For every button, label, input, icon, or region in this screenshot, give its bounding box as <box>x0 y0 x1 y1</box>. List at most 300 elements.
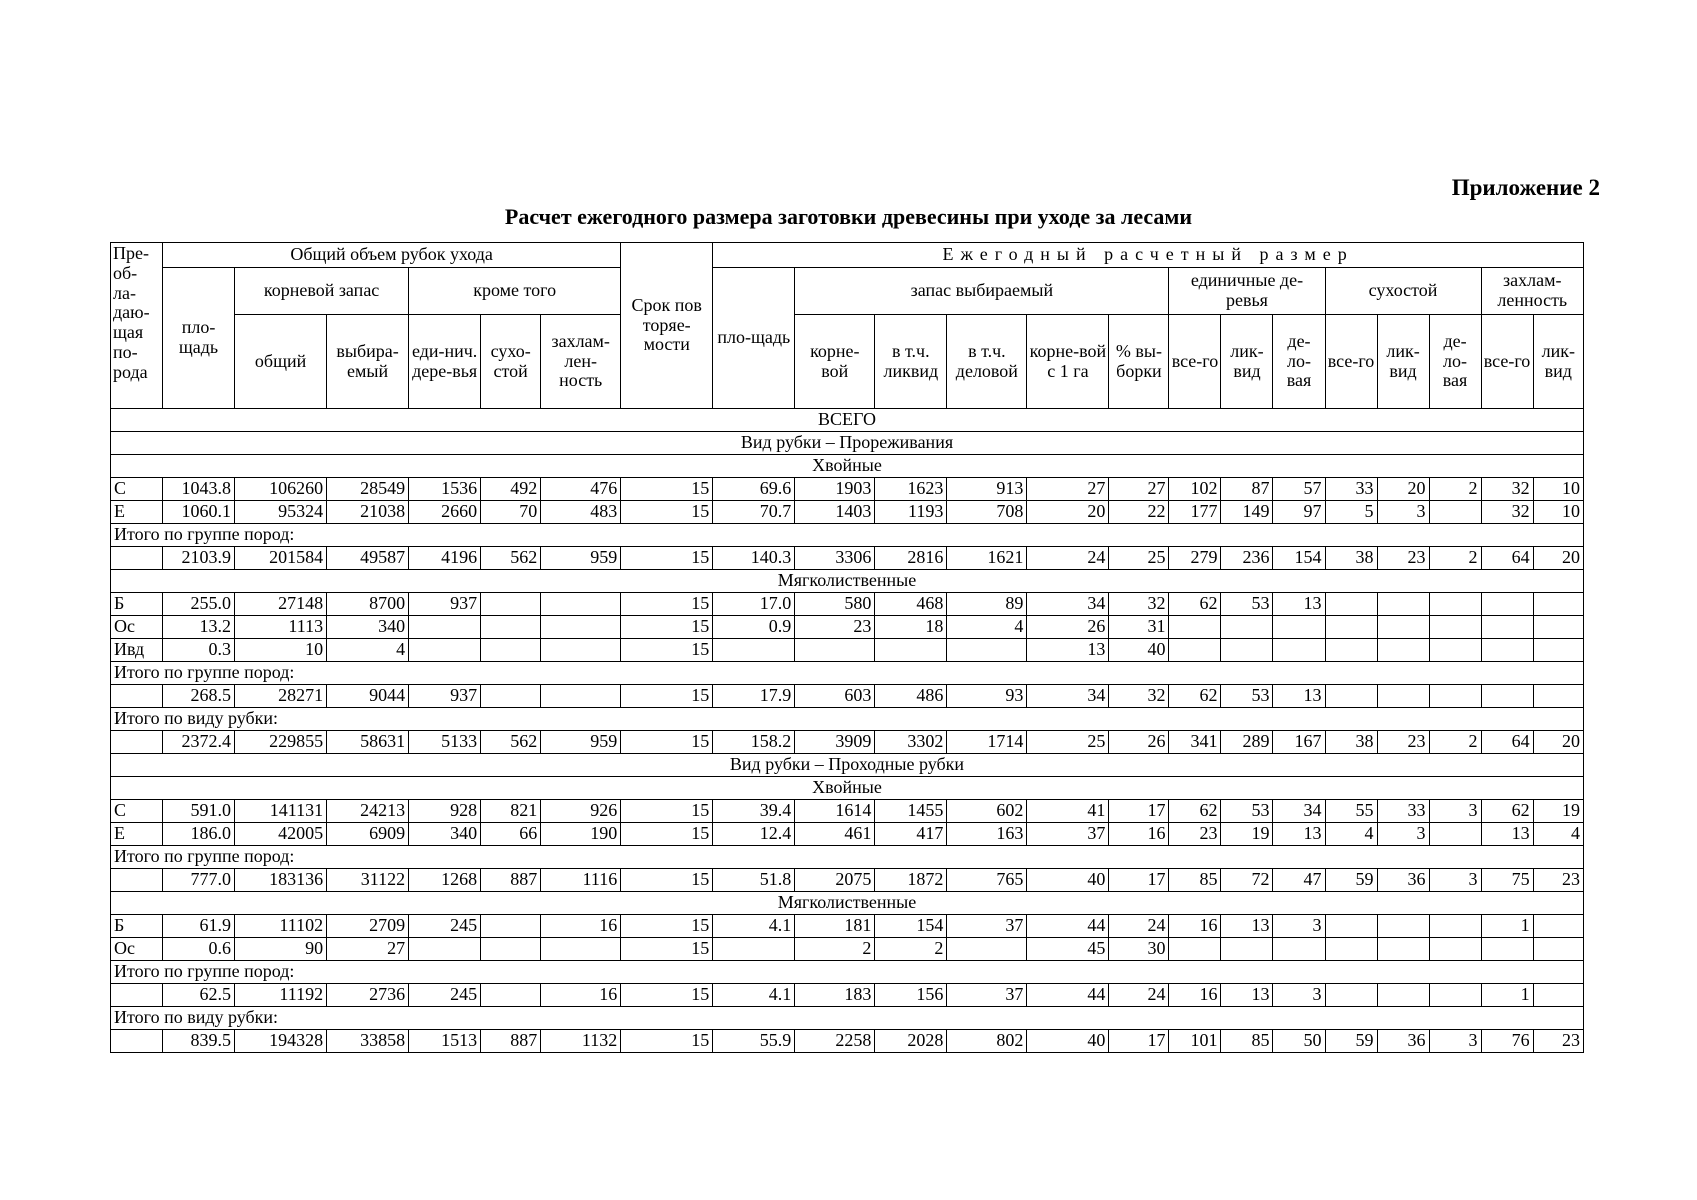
header-species: Пре-об-ла-даю-щая по-рода <box>111 243 163 409</box>
value-cell: 13 <box>1273 823 1325 846</box>
table-row <box>111 1030 1584 1053</box>
value-cell: 85 <box>1221 1030 1273 1053</box>
value-cell: 15 <box>621 639 713 662</box>
value-cell: 15 <box>621 731 713 754</box>
value-cell: 24213 <box>327 800 409 823</box>
value-cell: 1116 <box>541 869 621 892</box>
value-cell: 37 <box>947 915 1027 938</box>
header-dead-wood-annual: сухостой <box>1325 268 1481 315</box>
value-cell <box>1221 938 1273 961</box>
value-cell: 62 <box>1481 800 1533 823</box>
value-cell: 580 <box>795 593 875 616</box>
value-cell: 23 <box>1169 823 1221 846</box>
value-cell <box>1429 501 1481 524</box>
value-cell: 32 <box>1481 501 1533 524</box>
value-cell <box>1169 639 1221 662</box>
value-cell <box>1377 915 1429 938</box>
value-cell <box>1377 593 1429 616</box>
value-cell: 777.0 <box>163 869 235 892</box>
value-cell: 1903 <box>795 478 875 501</box>
value-cell: 2 <box>875 938 947 961</box>
appendix-label: Приложение 2 <box>1451 175 1600 200</box>
value-cell <box>1169 616 1221 639</box>
section-heading: Вид рубки – Прореживания <box>111 432 1584 455</box>
header-annual-size: Ежегодный расчетный размер <box>713 243 1584 268</box>
value-cell <box>1429 823 1481 846</box>
value-cell <box>1429 938 1481 961</box>
value-cell: 201584 <box>235 547 327 570</box>
value-cell: 34 <box>1027 593 1109 616</box>
value-cell <box>1533 984 1583 1007</box>
value-cell: 25 <box>1027 731 1109 754</box>
value-cell <box>409 616 481 639</box>
value-cell: 0.6 <box>163 938 235 961</box>
section-heading: Хвойные <box>111 455 1584 478</box>
value-cell: 1614 <box>795 800 875 823</box>
header-root-total: общий <box>235 315 327 409</box>
value-cell: 18 <box>875 616 947 639</box>
value-cell: 70 <box>481 501 541 524</box>
value-cell: 70.7 <box>713 501 795 524</box>
value-cell <box>1533 938 1583 961</box>
value-cell: 4 <box>327 639 409 662</box>
section-heading: Вид рубки – Проходные рубки <box>111 754 1584 777</box>
value-cell: 602 <box>947 800 1027 823</box>
value-cell: 15 <box>621 616 713 639</box>
section-row <box>111 892 1584 915</box>
value-cell: 102 <box>1169 478 1221 501</box>
value-cell <box>1429 639 1481 662</box>
species-cell <box>111 731 163 754</box>
value-cell: 69.6 <box>713 478 795 501</box>
value-cell: 75 <box>1481 869 1533 892</box>
table-row <box>111 731 1584 754</box>
value-cell: 13.2 <box>163 616 235 639</box>
value-cell: 486 <box>875 685 947 708</box>
value-cell: 1060.1 <box>163 501 235 524</box>
value-cell: 340 <box>327 616 409 639</box>
value-cell: 1536 <box>409 478 481 501</box>
section-row <box>111 455 1584 478</box>
value-cell: 62 <box>1169 800 1221 823</box>
value-cell: 36 <box>1377 869 1429 892</box>
value-cell: 23 <box>1377 547 1429 570</box>
value-cell: 50 <box>1273 1030 1325 1053</box>
section-row <box>111 432 1584 455</box>
value-cell: 468 <box>875 593 947 616</box>
species-cell <box>111 869 163 892</box>
value-cell: 36 <box>1377 1030 1429 1053</box>
value-cell: 13 <box>1221 984 1273 1007</box>
value-cell <box>1533 593 1583 616</box>
header-root-selected: выбира-емый <box>327 315 409 409</box>
value-cell: 1268 <box>409 869 481 892</box>
value-cell <box>1429 685 1481 708</box>
value-cell: 13 <box>1481 823 1533 846</box>
value-cell: 821 <box>481 800 541 823</box>
value-cell: 53 <box>1221 685 1273 708</box>
value-cell: 887 <box>481 1030 541 1053</box>
value-cell: 16 <box>541 984 621 1007</box>
value-cell: 31 <box>1109 616 1169 639</box>
header-single-trees: еди-нич. дере-вья <box>409 315 481 409</box>
value-cell: 22 <box>1109 501 1169 524</box>
value-cell: 937 <box>409 685 481 708</box>
value-cell <box>541 938 621 961</box>
value-cell: 13 <box>1027 639 1109 662</box>
value-cell: 1513 <box>409 1030 481 1053</box>
value-cell: 4196 <box>409 547 481 570</box>
value-cell: 32 <box>1109 593 1169 616</box>
value-cell: 34 <box>1027 685 1109 708</box>
value-cell: 55 <box>1325 800 1377 823</box>
value-cell <box>1325 616 1377 639</box>
value-cell: 603 <box>795 685 875 708</box>
value-cell: 64 <box>1481 731 1533 754</box>
value-cell: 97 <box>1273 501 1325 524</box>
table-row <box>111 823 1584 846</box>
value-cell: 40 <box>1027 869 1109 892</box>
value-cell: 476 <box>541 478 621 501</box>
value-cell: 289 <box>1221 731 1273 754</box>
value-cell <box>481 915 541 938</box>
value-cell: 16 <box>1169 915 1221 938</box>
value-cell: 1043.8 <box>163 478 235 501</box>
value-cell: 1193 <box>875 501 947 524</box>
value-cell: 2103.9 <box>163 547 235 570</box>
value-cell: 141131 <box>235 800 327 823</box>
value-cell: 802 <box>947 1030 1027 1053</box>
value-cell: 95324 <box>235 501 327 524</box>
value-cell <box>1325 984 1377 1007</box>
value-cell <box>1533 639 1583 662</box>
value-cell: 417 <box>875 823 947 846</box>
value-cell <box>1377 685 1429 708</box>
value-cell: 53 <box>1221 593 1273 616</box>
table-row <box>111 685 1584 708</box>
header-besides: кроме того <box>409 268 621 315</box>
value-cell: 24 <box>1109 915 1169 938</box>
value-cell: 2 <box>1429 731 1481 754</box>
value-cell: 19 <box>1221 823 1273 846</box>
value-cell: 2028 <box>875 1030 947 1053</box>
species-cell <box>111 685 163 708</box>
value-cell: 15 <box>621 593 713 616</box>
value-cell: 59 <box>1325 869 1377 892</box>
header-pct-selection: % вы-борки <box>1109 315 1169 409</box>
value-cell: 154 <box>1273 547 1325 570</box>
value-cell: 76 <box>1481 1030 1533 1053</box>
value-cell: 140.3 <box>713 547 795 570</box>
value-cell <box>1325 639 1377 662</box>
value-cell <box>1377 938 1429 961</box>
table-row <box>111 547 1584 570</box>
value-cell: 32 <box>1109 685 1169 708</box>
value-cell <box>1377 984 1429 1007</box>
table-row <box>111 639 1584 662</box>
species-cell <box>111 547 163 570</box>
value-cell: 959 <box>541 547 621 570</box>
value-cell <box>1377 639 1429 662</box>
value-cell: 62 <box>1169 593 1221 616</box>
value-cell: 8700 <box>327 593 409 616</box>
value-cell: 1403 <box>795 501 875 524</box>
value-cell: 3 <box>1273 915 1325 938</box>
value-cell: 10 <box>235 639 327 662</box>
value-cell: 19 <box>1533 800 1583 823</box>
header-stock-selected: запас выбираемый <box>795 268 1169 315</box>
header-dead-all: все-го <box>1325 315 1377 409</box>
value-cell <box>1273 616 1325 639</box>
value-cell: 2258 <box>795 1030 875 1053</box>
value-cell: 3 <box>1429 1030 1481 1053</box>
value-cell: 177 <box>1169 501 1221 524</box>
value-cell <box>481 593 541 616</box>
value-cell <box>1221 639 1273 662</box>
value-cell: 3909 <box>795 731 875 754</box>
value-cell: 163 <box>947 823 1027 846</box>
table-row <box>111 501 1584 524</box>
value-cell: 3306 <box>795 547 875 570</box>
value-cell: 59 <box>1325 1030 1377 1053</box>
value-cell: 167 <box>1273 731 1325 754</box>
value-cell: 15 <box>621 547 713 570</box>
value-cell <box>1325 938 1377 961</box>
header-dead-wood: сухо-стой <box>481 315 541 409</box>
value-cell: 20 <box>1533 547 1583 570</box>
value-cell <box>481 984 541 1007</box>
value-cell: 62 <box>1169 685 1221 708</box>
value-cell: 17 <box>1109 869 1169 892</box>
value-cell: 38 <box>1325 547 1377 570</box>
species-cell <box>111 1030 163 1053</box>
value-cell: 37 <box>1027 823 1109 846</box>
value-cell: 66 <box>481 823 541 846</box>
value-cell: 55.9 <box>713 1030 795 1053</box>
value-cell: 41 <box>1027 800 1109 823</box>
value-cell: 2660 <box>409 501 481 524</box>
value-cell: 23 <box>795 616 875 639</box>
value-cell: 2372.4 <box>163 731 235 754</box>
header-root-volume: корне-вой <box>795 315 875 409</box>
value-cell: 15 <box>621 685 713 708</box>
value-cell: 20 <box>1533 731 1583 754</box>
value-cell: 15 <box>621 501 713 524</box>
value-cell: 39.4 <box>713 800 795 823</box>
subtotal-label: Итого по виду рубки: <box>111 1007 1584 1030</box>
value-cell <box>1325 685 1377 708</box>
species-cell: С <box>111 478 163 501</box>
value-cell: 49587 <box>327 547 409 570</box>
value-cell: 340 <box>409 823 481 846</box>
value-cell: 158.2 <box>713 731 795 754</box>
value-cell: 3302 <box>875 731 947 754</box>
value-cell: 12.4 <box>713 823 795 846</box>
value-cell <box>1481 593 1533 616</box>
value-cell: 2736 <box>327 984 409 1007</box>
value-cell: 1113 <box>235 616 327 639</box>
value-cell <box>481 639 541 662</box>
value-cell: 2816 <box>875 547 947 570</box>
value-cell: 90 <box>235 938 327 961</box>
header-litter-liquid: лик-вид <box>1533 315 1583 409</box>
header-annual-area: пло-щадь <box>713 268 795 409</box>
header-root-stock: корневой запас <box>235 268 409 315</box>
species-cell: Ивд <box>111 639 163 662</box>
value-cell: 9044 <box>327 685 409 708</box>
value-cell: 4 <box>1325 823 1377 846</box>
value-cell <box>541 616 621 639</box>
value-cell: 20 <box>1027 501 1109 524</box>
value-cell: 27148 <box>235 593 327 616</box>
value-cell: 765 <box>947 869 1027 892</box>
value-cell: 37 <box>947 984 1027 1007</box>
value-cell: 255.0 <box>163 593 235 616</box>
value-cell: 72 <box>1221 869 1273 892</box>
value-cell <box>1481 616 1533 639</box>
value-cell <box>1325 915 1377 938</box>
species-cell <box>111 984 163 1007</box>
value-cell: 6909 <box>327 823 409 846</box>
value-cell: 51.8 <box>713 869 795 892</box>
value-cell: 89 <box>947 593 1027 616</box>
value-cell: 279 <box>1169 547 1221 570</box>
value-cell <box>1481 639 1533 662</box>
value-cell: 15 <box>621 823 713 846</box>
value-cell: 149 <box>1221 501 1273 524</box>
value-cell <box>1429 593 1481 616</box>
value-cell: 1 <box>1481 915 1533 938</box>
table-row <box>111 984 1584 1007</box>
species-cell: Б <box>111 915 163 938</box>
value-cell: 15 <box>621 984 713 1007</box>
value-cell <box>1429 984 1481 1007</box>
value-cell <box>713 938 795 961</box>
value-cell: 13 <box>1221 915 1273 938</box>
value-cell: 23 <box>1377 731 1429 754</box>
value-cell: 23 <box>1533 1030 1583 1053</box>
value-cell: 492 <box>481 478 541 501</box>
value-cell: 38 <box>1325 731 1377 754</box>
value-cell: 1455 <box>875 800 947 823</box>
value-cell: 27 <box>327 938 409 961</box>
value-cell: 30 <box>1109 938 1169 961</box>
value-cell: 190 <box>541 823 621 846</box>
value-cell: 17.9 <box>713 685 795 708</box>
subtotal-label-row <box>111 1007 1584 1030</box>
value-cell <box>947 639 1027 662</box>
value-cell: 64 <box>1481 547 1533 570</box>
header-root-per-ha: корне-вой с 1 га <box>1027 315 1109 409</box>
value-cell: 15 <box>621 478 713 501</box>
header-litter-annual: захлам-ленность <box>1481 268 1583 315</box>
value-cell: 15 <box>621 869 713 892</box>
subtotal-label: Итого по группе пород: <box>111 846 1584 869</box>
value-cell: 16 <box>541 915 621 938</box>
value-cell: 5133 <box>409 731 481 754</box>
value-cell: 93 <box>947 685 1027 708</box>
value-cell: 101 <box>1169 1030 1221 1053</box>
subtotal-label: Итого по группе пород: <box>111 961 1584 984</box>
header-area: пло-щадь <box>163 268 235 409</box>
value-cell: 21038 <box>327 501 409 524</box>
table-row <box>111 915 1584 938</box>
value-cell: 483 <box>541 501 621 524</box>
value-cell: 85 <box>1169 869 1221 892</box>
value-cell: 2 <box>1429 547 1481 570</box>
value-cell <box>875 639 947 662</box>
value-cell: 4 <box>947 616 1027 639</box>
value-cell: 1872 <box>875 869 947 892</box>
section-heading: ВСЕГО <box>111 409 1584 432</box>
header-single-all: все-го <box>1169 315 1221 409</box>
value-cell: 33 <box>1377 800 1429 823</box>
subtotal-label: Итого по группе пород: <box>111 524 1584 547</box>
value-cell: 27 <box>1109 478 1169 501</box>
value-cell: 461 <box>795 823 875 846</box>
species-cell: Ос <box>111 616 163 639</box>
value-cell: 17 <box>1109 800 1169 823</box>
value-cell: 40 <box>1109 639 1169 662</box>
table-row <box>111 938 1584 961</box>
value-cell: 11102 <box>235 915 327 938</box>
value-cell: 10 <box>1533 478 1583 501</box>
section-row <box>111 754 1584 777</box>
value-cell <box>1273 639 1325 662</box>
value-cell: 708 <box>947 501 1027 524</box>
species-cell: Ос <box>111 938 163 961</box>
value-cell: 61.9 <box>163 915 235 938</box>
value-cell <box>1169 938 1221 961</box>
value-cell <box>1533 616 1583 639</box>
section-heading: Хвойные <box>111 777 1584 800</box>
header-litter-all: все-го <box>1481 315 1533 409</box>
value-cell: 1 <box>1481 984 1533 1007</box>
value-cell: 245 <box>409 915 481 938</box>
value-cell: 25 <box>1109 547 1169 570</box>
header-single-business: де-ло-вая <box>1273 315 1325 409</box>
value-cell: 11192 <box>235 984 327 1007</box>
value-cell: 28549 <box>327 478 409 501</box>
value-cell <box>409 938 481 961</box>
value-cell: 562 <box>481 547 541 570</box>
value-cell <box>1377 616 1429 639</box>
section-row <box>111 409 1584 432</box>
value-cell <box>541 639 621 662</box>
table-row <box>111 593 1584 616</box>
value-cell <box>1481 685 1533 708</box>
value-cell <box>1533 915 1583 938</box>
value-cell: 4.1 <box>713 984 795 1007</box>
value-cell: 937 <box>409 593 481 616</box>
value-cell <box>1429 915 1481 938</box>
value-cell: 23 <box>1533 869 1583 892</box>
value-cell: 591.0 <box>163 800 235 823</box>
value-cell: 959 <box>541 731 621 754</box>
value-cell: 3 <box>1429 800 1481 823</box>
value-cell: 928 <box>409 800 481 823</box>
value-cell: 47 <box>1273 869 1325 892</box>
table-body <box>111 409 1584 1053</box>
value-cell: 40 <box>1027 1030 1109 1053</box>
harvest-calculation-table <box>110 242 1584 1053</box>
value-cell <box>795 639 875 662</box>
section-heading: Мягколиственные <box>111 570 1584 593</box>
value-cell: 34 <box>1273 800 1325 823</box>
value-cell: 24 <box>1109 984 1169 1007</box>
header-dead-business: де-ло-вая <box>1429 315 1481 409</box>
value-cell: 154 <box>875 915 947 938</box>
